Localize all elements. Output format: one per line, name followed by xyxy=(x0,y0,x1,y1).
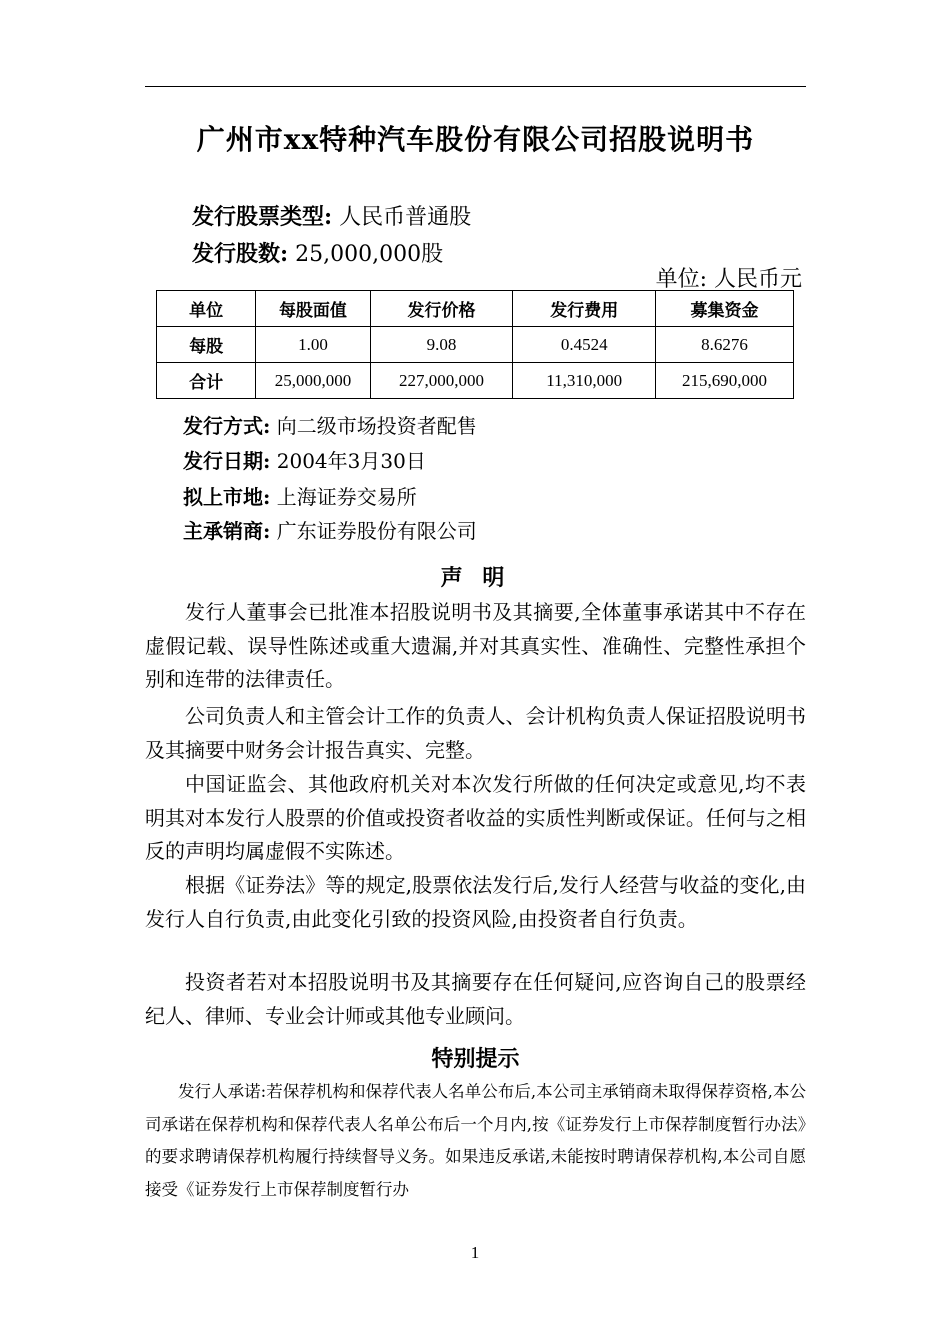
table-cell: 215,690,000 xyxy=(656,363,794,399)
table-cell: 合计 xyxy=(157,363,256,399)
issue-count-label: 发行股数: xyxy=(192,241,289,267)
info-value: 上海证券交易所 xyxy=(276,485,417,509)
table-cell: 8.6276 xyxy=(656,327,794,363)
issue-method-line xyxy=(183,410,477,439)
table-cell: 227,000,000 xyxy=(370,363,513,399)
issue-type-line xyxy=(192,200,471,231)
unit-note: 单位: 人民币元 xyxy=(655,267,802,292)
declaration-paragraph: 中国证监会、其他政府机关对本次发行所做的任何决定或意见,均不表明其对本发行人股票的价值或投资者收益的实质性判断或保证。任何与之相反的声明均属虚假不实陈述。 xyxy=(145,772,806,863)
info-label: 发行日期: xyxy=(183,449,271,473)
info-value: 2004年3月30日 xyxy=(276,449,426,473)
table-cell: 25,000,000 xyxy=(256,363,370,399)
table-header-cell: 募集资金 xyxy=(656,291,794,327)
table-header-row xyxy=(157,291,794,327)
table-cell: 0.4524 xyxy=(513,327,656,363)
table-header-cell: 发行费用 xyxy=(513,291,656,327)
table-cell: 9.08 xyxy=(370,327,513,363)
table-cell: 11,310,000 xyxy=(513,363,656,399)
issue-table xyxy=(156,290,794,399)
lead-underwriter-line xyxy=(183,515,477,544)
header-rule xyxy=(145,86,806,87)
table-header-cell: 单位 xyxy=(157,291,256,327)
info-label: 拟上市地: xyxy=(183,485,271,509)
declaration-title: 声 明 xyxy=(440,565,511,591)
issue-type-label: 发行股票类型: xyxy=(192,204,333,230)
table-row xyxy=(157,363,794,399)
declaration-paragraph: 投资者若对本招股说明书及其摘要存在任何疑问,应咨询自己的股票经纪人、律师、专业会计师或其他专业顾问。 xyxy=(145,970,806,1028)
document-title: 广州市xx特种汽车股份有限公司招股说明书 xyxy=(196,123,755,156)
table-cell: 1.00 xyxy=(256,327,370,363)
declaration-paragraph: 根据《证券法》等的规定,股票依法发行后,发行人经营与收益的变化,由发行人自行负责,由此变化引致的投资风险,由投资者自行负责。 xyxy=(145,873,806,931)
issue-type-value: 人民币普通股 xyxy=(339,205,472,230)
table-cell: 每股 xyxy=(157,327,256,363)
info-value: 向二级市场投资者配售 xyxy=(276,414,477,438)
special-notice-paragraph: 发行人承诺:若保荐机构和保荐代表人名单公布后,本公司主承销商未取得保荐资格,本公司承诺在保荐机构和保荐代表人名单公布后一个月内,按《证券发行上市保荐制度暂行办法》的要求聘请保荐机构履行持续督导义务。如果违反承诺,未能按时聘请保荐机构,本公司自愿接受《证券发行上市保荐制度暂行办 xyxy=(145,1082,806,1199)
table-row xyxy=(157,327,794,363)
issue-count-line xyxy=(192,237,443,268)
table-header-cell: 每股面值 xyxy=(256,291,370,327)
issue-date-line xyxy=(183,445,426,474)
issue-count-value: 25,000,000股 xyxy=(295,242,444,267)
info-value: 广东证券股份有限公司 xyxy=(276,519,477,543)
page-number: 1 xyxy=(470,1243,480,1262)
declaration-paragraph: 发行人董事会已批准本招股说明书及其摘要,全体董事承诺其中不存在虚假记载、误导性陈述或重大遗漏,并对其真实性、准确性、完整性承担个别和连带的法律责任。 xyxy=(145,600,806,691)
table-header-cell: 发行价格 xyxy=(370,291,513,327)
special-notice-title: 特别提示 xyxy=(431,1046,520,1072)
info-label: 主承销商: xyxy=(183,519,271,543)
listing-venue-line xyxy=(183,481,417,510)
declaration-paragraph: 公司负责人和主管会计工作的负责人、会计机构负责人保证招股说明书及其摘要中财务会计报告真实、完整。 xyxy=(145,704,806,762)
info-label: 发行方式: xyxy=(183,414,271,438)
